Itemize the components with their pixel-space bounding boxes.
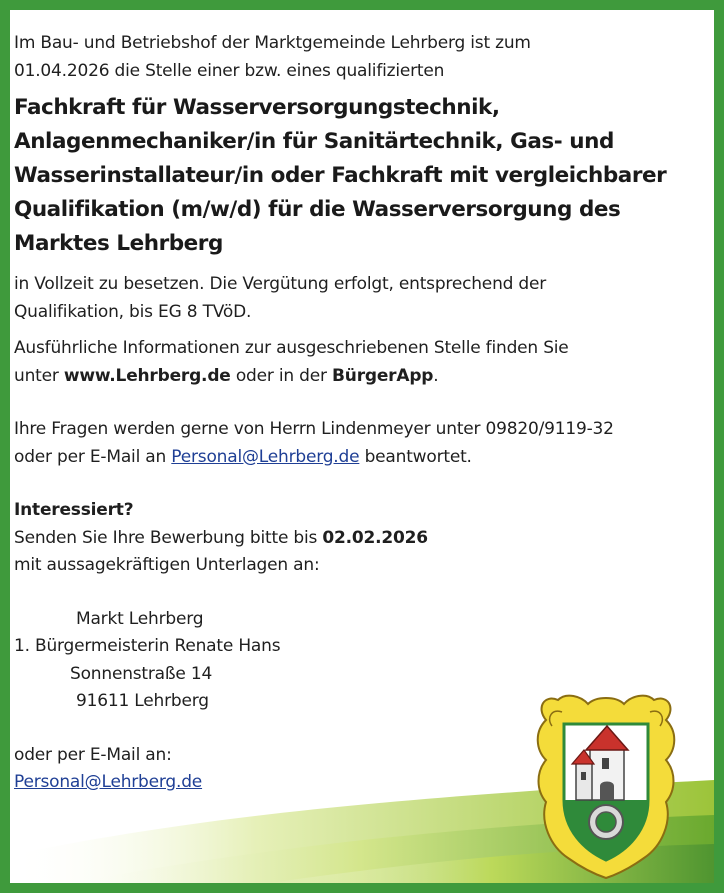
job-title-line-4: Qualifikation (m/w/d) für die Wasserversorgung des	[14, 197, 621, 222]
questions-post-text: beantwortet.	[359, 446, 472, 467]
info-mid-text: oder in der	[230, 365, 333, 386]
employment-line-2: Qualifikation, bis EG 8 TVöD.	[14, 301, 252, 322]
ad-content	[14, 30, 704, 797]
email-link-closing[interactable]: Personal@Lehrberg.de	[14, 772, 203, 792]
address-line-4: 91611 Lehrberg	[76, 691, 209, 711]
info-post-text: .	[433, 365, 439, 386]
buergerapp-name: BürgerApp	[332, 365, 434, 386]
info-line-1: Ausführliche Informationen zur ausgeschriebenen Stelle finden Sie	[14, 338, 569, 358]
apply-deadline-line	[14, 525, 704, 553]
job-title-line-1: Fachkraft für Wasserversorgungstechnik,	[14, 95, 500, 120]
intro-line-2: 01.04.2026 die Stelle einer bzw. eines qualifizierten	[14, 60, 445, 81]
website-link[interactable]: www.Lehrberg.de	[63, 365, 231, 386]
questions-pre-text: oder per E-Mail an	[14, 446, 172, 467]
info-pre-text: unter	[14, 365, 64, 386]
questions-line-2	[14, 444, 704, 472]
email-link-questions[interactable]: Personal@Lehrberg.de	[171, 446, 360, 467]
questions-line-1: Ihre Fragen werden gerne von Herrn Lindenmeyer unter 09820/9119-32	[14, 419, 614, 439]
job-title-line-3: Wasserinstallateur/in oder Fachkraft mit vergleichbarer	[14, 163, 667, 188]
deadline-date: 02.02.2026	[322, 527, 428, 548]
info-line-2	[14, 363, 704, 391]
apply-pre-text: Senden Sie Ihre Bewerbung bitte bis	[14, 527, 323, 548]
address-line-2: 1. Bürgermeisterin Renate Hans	[14, 636, 281, 656]
address-line-3: Sonnenstraße 14	[70, 663, 213, 684]
closing-line-1: oder per E-Mail an:	[14, 744, 172, 765]
intro-line-1: Im Bau- und Betriebshof der Marktgemeinde Lehrberg ist zum	[14, 33, 531, 53]
municipal-coat-of-arms-icon	[526, 690, 686, 880]
job-title-line-2: Anlagenmechaniker/in für Sanitärtechnik, Gas- und	[14, 129, 614, 154]
job-title-heading	[14, 91, 704, 261]
employment-line-1: in Vollzeit zu besetzen. Die Vergütung erfolgt, entsprechend der	[14, 274, 547, 294]
address-line-1: Markt Lehrberg	[76, 608, 204, 629]
apply-line-3: mit aussagekräftigen Unterlagen an:	[14, 555, 320, 575]
apply-heading: Interessiert?	[14, 500, 134, 520]
job-title-line-5: Marktes Lehrberg	[14, 231, 223, 256]
